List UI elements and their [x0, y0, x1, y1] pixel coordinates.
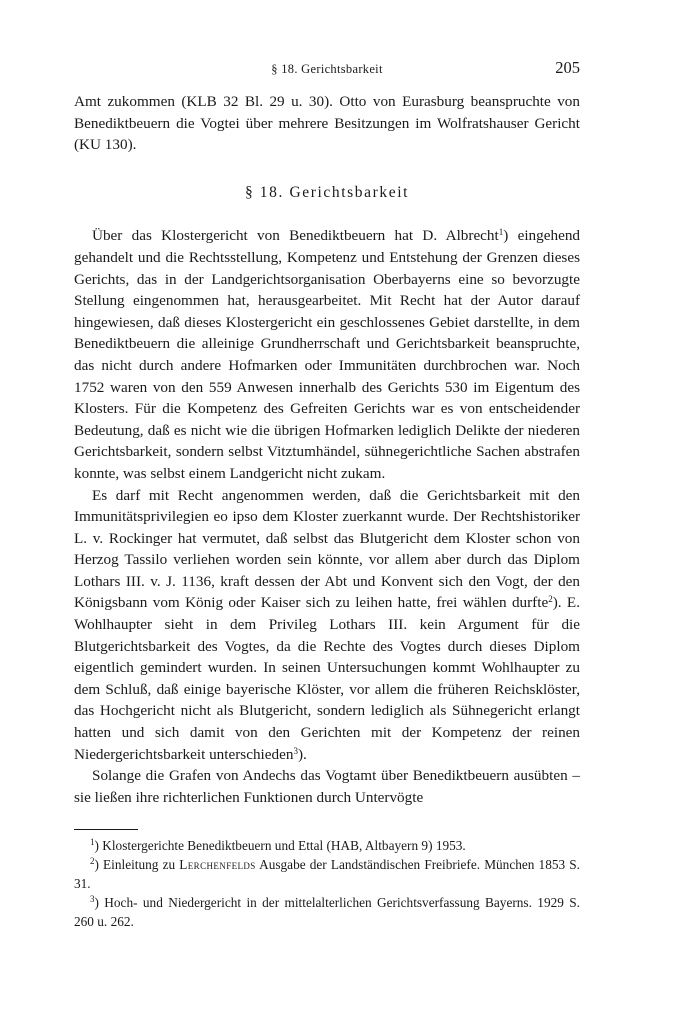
- footnote-1-text: ) Klostergerichte Benediktbeuern und Ettal (HAB, Altbayern 9) 1953.: [94, 838, 466, 853]
- footnote-3-text: ) Hoch- und Niedergericht in der mittelalterlichen Gerichtsverfassung Bayerns. 1929 S. 260 u. 262.: [74, 895, 580, 929]
- footnote-2: [74, 855, 580, 893]
- body-text: [74, 91, 580, 808]
- intro-paragraph: Amt zukommen (KLB 32 Bl. 29 u. 30). Otto von Eurasburg beanspruchte von Benediktbeuern die Vogtei über mehrere Besitzungen im Wolfratshauser Gericht (KU 130).: [74, 93, 580, 154]
- paragraph-1-text-a: Über das Klostergericht von Benediktbeuern hat D. Albrecht: [92, 227, 499, 245]
- paragraph-1: [74, 225, 580, 484]
- paragraph-2: [74, 485, 580, 766]
- footnote-ref-3: 3: [293, 745, 298, 756]
- footnote-3: [74, 893, 580, 931]
- page-number: 205: [555, 58, 580, 77]
- paragraph-3: Solange die Grafen von Andechs das Vogtamt über Benediktbeuern ausübten – sie ließen ihre richterlichen Funktionen durch Untervögte: [74, 767, 580, 806]
- footnote-2-author: Lerchenfelds: [179, 857, 256, 872]
- footnote-ref-1: 1: [498, 227, 504, 238]
- footnote-2-text-b: Ausgabe der Landständischen Freibriefe. München 1853 S. 31.: [74, 857, 580, 891]
- footnote-3-mark: 3: [90, 894, 95, 904]
- footnotes: [74, 836, 580, 931]
- paragraph-2-text-c: ).: [297, 745, 307, 763]
- footnote-1-mark: 1: [90, 837, 95, 847]
- footnote-ref-2: 2: [548, 594, 553, 605]
- page-header: [74, 58, 580, 82]
- running-head: § 18. Gerichtsbarkeit: [271, 62, 383, 76]
- footnote-2-text-a: ) Einleitung zu: [94, 857, 180, 872]
- footnote-2-mark: 2: [90, 856, 95, 866]
- footnote-1: [74, 836, 580, 855]
- paragraph-1-text-b: ) eingehend gehandelt und die Rechtsstellung, Kompetenz und Entstehung der Grenzen dieses Gerichts, das in der Landgerichtsorganisation Oberbayerns eine so bevorzugte Stellung eingenommen hat, herausgearbeitet. Mit Recht hat der Autor darauf hingewiesen, daß dieses Klostergericht ein geschlossenes Gebiet darstellte, in dem Benediktbeuern die alleinige Grundherrschaft und Gerichtsbarkeit beanspruchte, das nicht durch andere Hofmarken oder Immunitäten durchbrochen war. Noch 1752 waren von den 559 Anwesen innerhalb des Gerichts 530 im Eigentum des Klosters. Für die Kompetenz des Gefreiten Gerichts war es von entscheidender Bedeutung, daß es nicht wie die übrigen Hofmarken lediglich Delikte der niederen Gerichtsbarkeit, sondern selbst Vitztumhändel, sühnegerichtliche Sachen abstrafen konnte, was selbst einem Landgericht nicht zukam.: [74, 227, 581, 482]
- footnote-divider: [74, 829, 138, 830]
- paragraph-2-text-a: Es darf mit Recht angenommen werden, daß die Gerichtsbarkeit mit den Immunitätsprivilegien eo ipso dem Kloster zuerkannt wurde. Der Rechtshistoriker L. v. Rockinger hat vermutet, daß selbst das Blutgericht dem Kloster schon von Herzog Tassilo verliehen worden sein könnte, vor allem aber durch das Diplom Lothars III. v. J. 1136, kraft dessen der Abt und Konvent sich den Vogt, der den Königsbann vom König oder Kaiser sich zu leihen hatte, frei wählen durfte: [74, 486, 580, 612]
- section-heading: § 18. Gerichtsbarkeit: [244, 183, 410, 201]
- paragraph-2-text-b: ). E. Wohlhaupter sieht in dem Privileg Lothars III. kein Argument für die Blutgerichtsbarkeit des Vogtes, da die Rechte des Vogtes durch dieses Diplom eigentlich gemindert wurden. In seinen Untersuchungen kommt Wohlhaupter zu dem Schluß, daß einige bayerische Klöster, vor allem die früheren Reichsklöster, das Hochgericht nicht als Blutgericht, sondern lediglich als Sühnegericht erlangt hatten und sich damit von den Gerichten mit der Kompetenz der reinen Niedergerichtsbarkeit unterschieden: [74, 594, 580, 763]
